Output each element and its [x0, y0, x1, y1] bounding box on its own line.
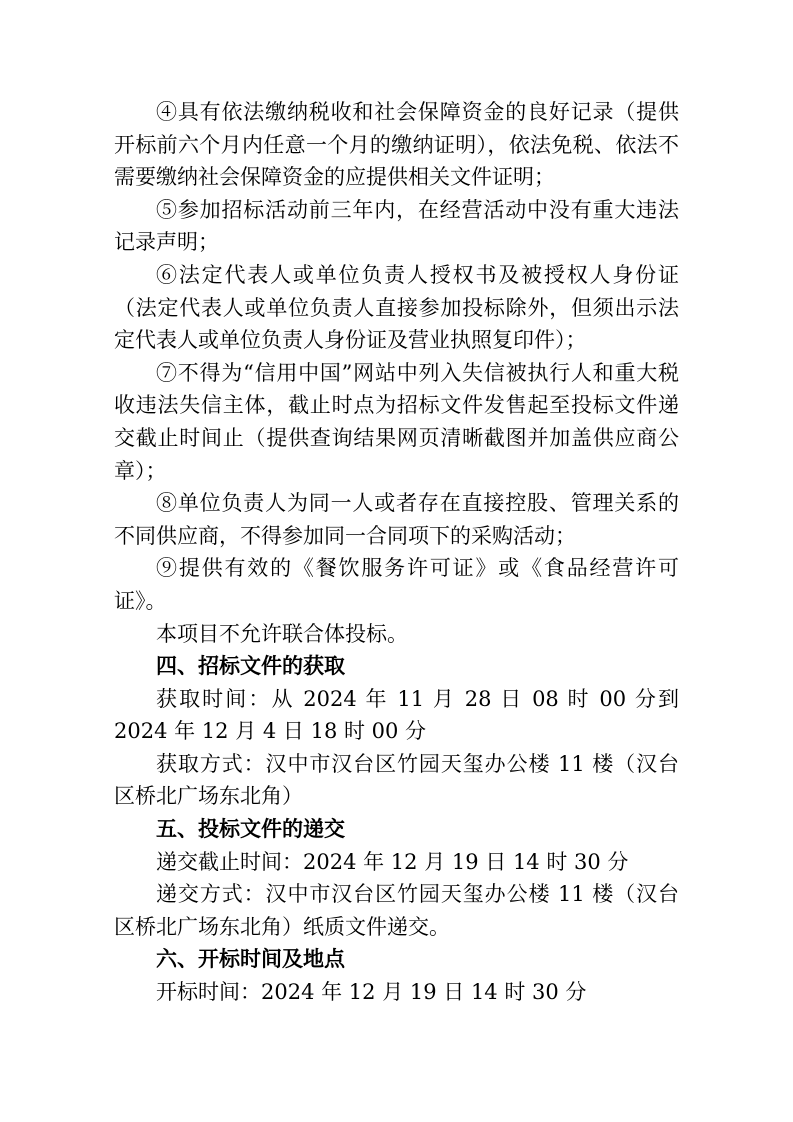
requirement-5: ⑤参加招标活动前三年内，在经营活动中没有重大违法记录声明； — [114, 197, 679, 255]
document-page — [114, 96, 679, 1009]
requirement-8: ⑧单位负责人为同一人或者存在直接控股、管理关系的不同供应商，不得参加同一合同项下的采购活动； — [114, 491, 679, 548]
obtain-method: 获取方式：汉中市汉台区竹园天玺办公楼 11 楼（汉台区桥北广场东北角） — [114, 751, 679, 809]
submit-deadline: 递交截止时间：2024 年 12 月 19 日 14 时 30 分 — [156, 849, 629, 874]
submit-method: 递交方式：汉中市汉台区竹园天玺办公楼 11 楼（汉台区桥北广场东北角）纸质文件递交。 — [114, 882, 679, 939]
section-heading-obtain: 四、招标文件的获取 — [156, 654, 345, 679]
section-heading-submit: 五、投标文件的递交 — [156, 817, 345, 842]
obtain-time: 获取时间：从 2024 年 11 月 28 日 08 时 00 分到 2024 年 12 月 4 日 18 时 00 分 — [114, 686, 679, 744]
requirement-7: ⑦不得为“信用中国”网站中列入失信被执行人和重大税收违法失信主体，截止时点为招标文件发售起至投标文件递交截止时间止（提供查询结果网页清晰截图并加盖供应商公章）； — [114, 360, 679, 483]
requirement-9: ⑨提供有效的《餐饮服务许可证》或《食品经营许可证》。 — [114, 556, 679, 613]
section-heading-opening: 六、开标时间及地点 — [156, 947, 345, 972]
requirement-4: ④具有依法缴纳税收和社会保障资金的良好记录（提供开标前六个月内任意一个月的缴纳证明），依法免税、依法不需要缴纳社会保障资金的应提供相关文件证明； — [114, 100, 679, 190]
opening-time: 开标时间：2024 年 12 月 19 日 14 时 30 分 — [156, 980, 587, 1005]
requirement-6: ⑥法定代表人或单位负责人授权书及被授权人身份证（法定代表人或单位负责人直接参加投标除外，但须出示法定代表人或单位负责人身份证及营业执照复印件）； — [114, 262, 679, 353]
consortium-note: 本项目不允许联合体投标。 — [156, 621, 408, 646]
